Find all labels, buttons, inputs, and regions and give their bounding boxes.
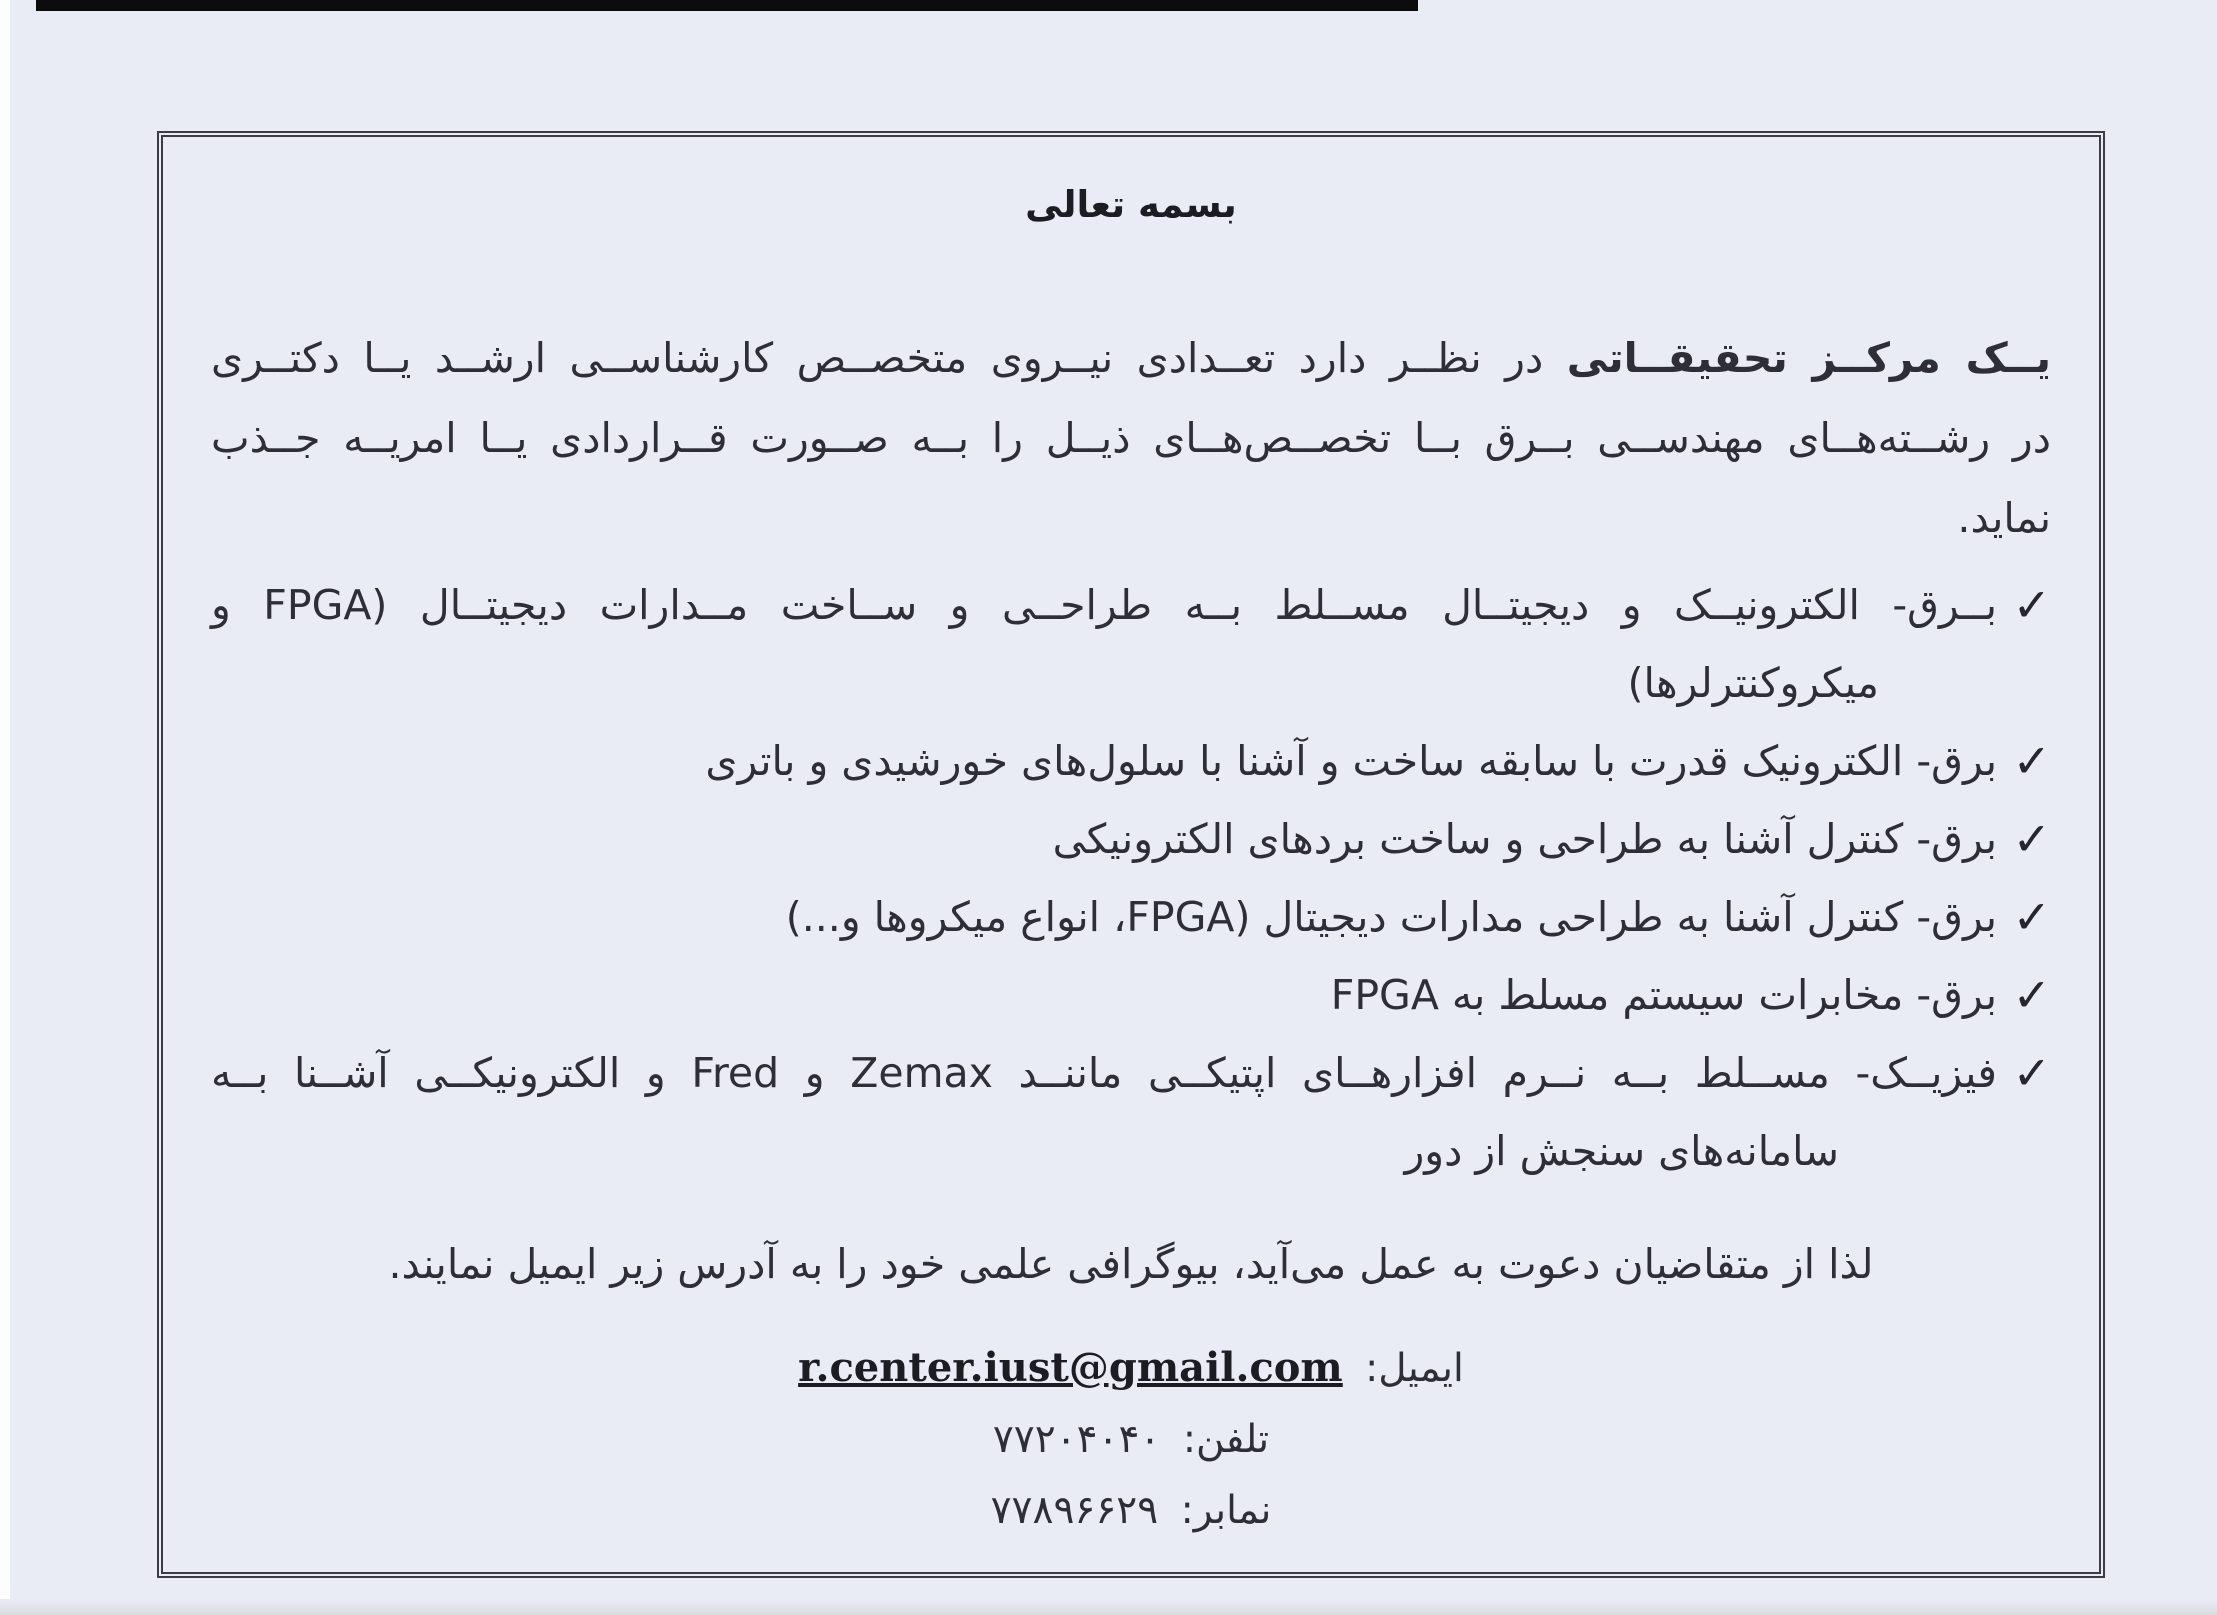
intro-line-2: در رشــته‌هــای مهندســی بــرق بــا تخصــص‌هــای ذیــل را بــه صــورت قــراردادی یــا امریــه جــذب [211, 414, 2051, 462]
scan-artifact-top-strip [36, 0, 1418, 11]
email-label: ایمیل: [1365, 1346, 1464, 1391]
requirement-item-telecom [211, 956, 2051, 1034]
requirement-text [211, 800, 1997, 878]
requirement-text [211, 566, 1997, 722]
fax-number: ۷۷۸۹۶۶۲۹ [990, 1488, 1159, 1533]
checkmark-icon: ✓ [2012, 812, 2051, 866]
intro-line-1-rest: در نظــر دارد تعــدادی نیــروی متخصــص کارشناســی ارشــد یــا دکتــری [211, 334, 1567, 382]
scan-artifact-bottom-shadow [0, 1599, 2217, 1615]
requirement-item-power-electronics [211, 722, 2051, 800]
checkmark-icon: ✓ [2012, 734, 2051, 788]
fax-label: نمابر: [1180, 1488, 1272, 1533]
intro-paragraph [211, 318, 2051, 558]
requirement-item-control-boards [211, 800, 2051, 878]
phone-number: ۷۷۲۰۴۰۴۰ [992, 1417, 1161, 1462]
requirement-item-physics-optics [211, 1034, 2051, 1190]
requirement-text [211, 878, 1997, 956]
bismillah-heading: بسمه تعالی [1025, 183, 1237, 226]
scan-artifact-left-strip [0, 0, 10, 1615]
requirement-line: میکروکنترلرها) [1627, 659, 1879, 707]
requirement-text [211, 1034, 1997, 1190]
intro-lead-bold: یــک مرکــز تحقیقــاتی [1566, 334, 2051, 382]
requirement-line: بــرق- الکترونیــک و دیجیتــال مســلط بــه طراحــی و ســاخت مــدارات دیجیتــال (FPGA و [211, 581, 1997, 629]
checkmark-icon: ✓ [2012, 1046, 2051, 1100]
email-line [211, 1332, 2051, 1404]
requirement-item-control-digital [211, 878, 2051, 956]
requirement-line: برق- مخابرات سیستم مسلط به FPGA [1330, 971, 1997, 1019]
fax-line [211, 1475, 2051, 1546]
checkmark-icon: ✓ [2012, 890, 2051, 944]
phone-line [211, 1404, 2051, 1475]
requirement-line: برق- کنترل آشنا به طراحی و ساخت بردهای الکترونیکی [1052, 815, 1997, 863]
intro-line-1 [211, 318, 2051, 398]
checkmark-icon: ✓ [2012, 968, 2051, 1022]
intro-line-3: نماید. [1957, 494, 2051, 542]
requirement-line: برق- الکترونیک قدرت با سابقه ساخت و آشنا با سلول‌های خورشیدی و باتری [705, 737, 1997, 785]
document-border-frame [157, 131, 2105, 1578]
requirement-text [211, 722, 1997, 800]
requirements-list [211, 566, 2051, 1190]
contact-block [211, 1332, 2051, 1546]
requirement-line: سامانه‌های سنجش از دور [1404, 1127, 1839, 1175]
requirement-text [211, 956, 1997, 1034]
email-address: r.center.iust@gmail.com [798, 1344, 1343, 1391]
checkmark-icon: ✓ [2012, 578, 2051, 632]
phone-label: تلفن: [1182, 1417, 1270, 1462]
requirement-line: برق- کنترل آشنا به طراحی مدارات دیجیتال (FPGA، انواع میکروها و...) [785, 893, 1997, 941]
requirement-item-electronics-digital [211, 566, 2051, 722]
requirement-line: فیزیــک- مســلط بــه نــرم افزارهــای اپتیکــی ماننــد Zemax و Fred و الکترونیکــی آشــنا بــه [211, 1049, 1998, 1097]
closing-invitation-text: لذا از متقاضیان دعوت به عمل می‌آید، بیوگرافی علمی خود را به آدرس زیر ایمیل نمایند. [388, 1240, 1874, 1288]
